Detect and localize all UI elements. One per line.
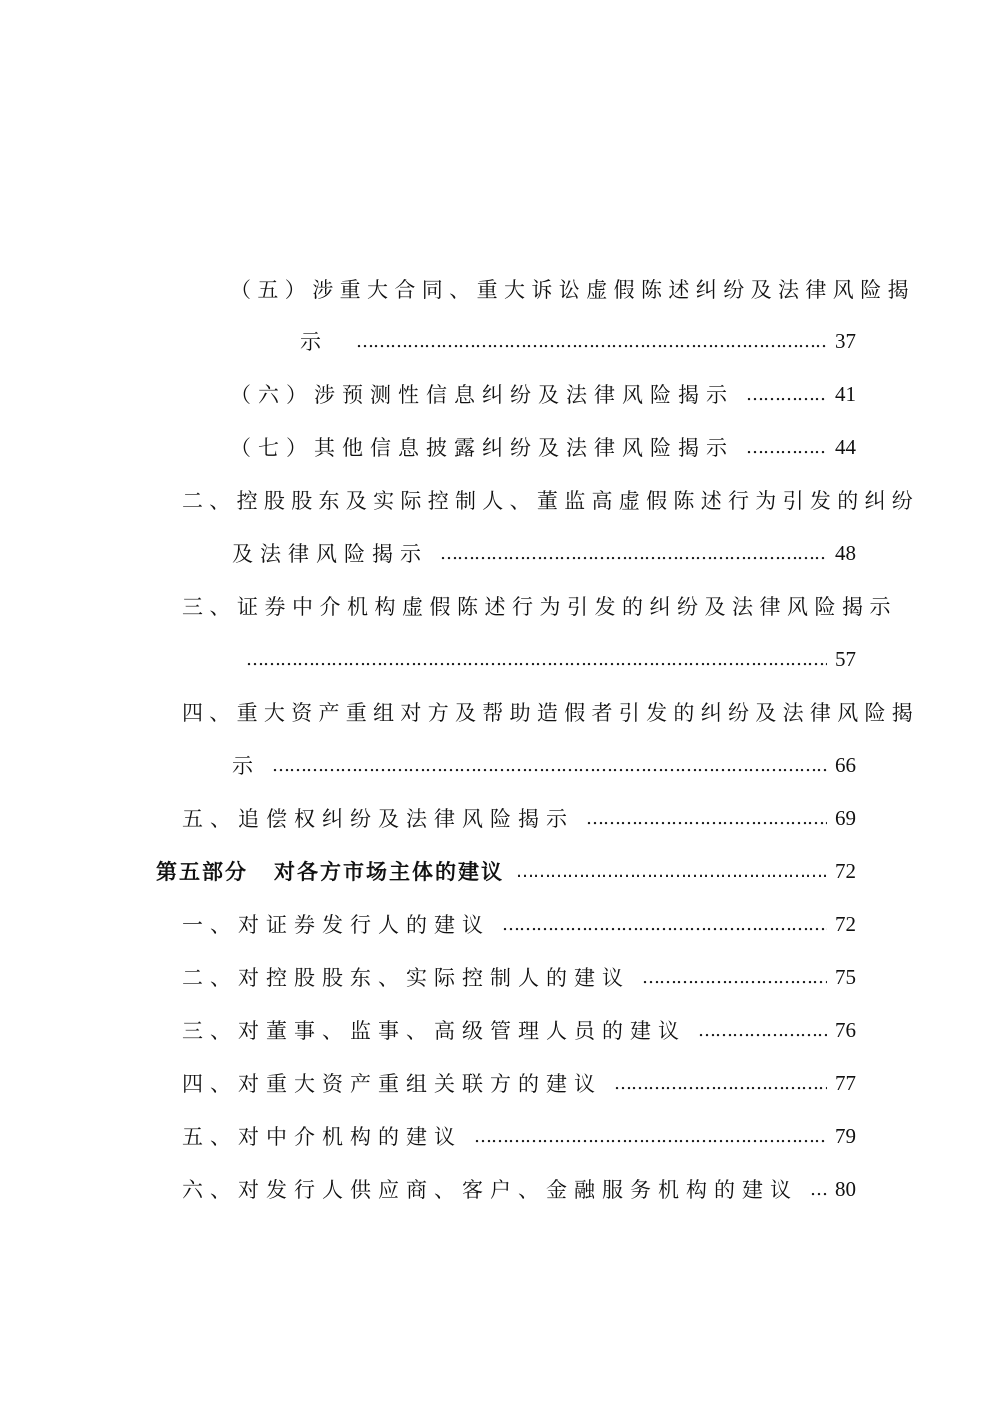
toc-entry-label: 二、控股股东及实际控制人、董监高虚假陈述行为引发的纠纷: [182, 489, 920, 513]
toc-page-number: 77: [835, 1070, 856, 1095]
toc-page-number: 76: [835, 1017, 856, 1042]
dot-leader: [516, 861, 827, 882]
toc-entry-label: 四、对重大资产重组关联方的建议: [182, 1072, 602, 1096]
toc-entry-label: 一、对证券发行人的建议: [182, 913, 490, 937]
dot-leader: [440, 543, 827, 564]
toc-section-4[interactable]: [182, 695, 920, 729]
toc-section-5[interactable]: [182, 801, 856, 835]
toc-section-4-cont[interactable]: [232, 748, 856, 782]
toc-page-number: 72: [835, 858, 856, 883]
toc-page-number: 72: [835, 911, 856, 936]
dot-leader: [642, 967, 827, 988]
toc-part-label: [156, 856, 504, 886]
toc-page-number: 57: [835, 646, 856, 671]
toc-page-number: 79: [835, 1123, 856, 1148]
toc-page-number: 80: [835, 1176, 856, 1201]
toc-advice-2[interactable]: [182, 960, 856, 994]
toc-part-number: 第五部分: [156, 860, 248, 884]
toc-advice-5[interactable]: [182, 1119, 856, 1153]
toc-section-3[interactable]: [182, 589, 897, 623]
toc-entry-label: 及法律风险揭示: [232, 542, 428, 566]
toc-advice-4[interactable]: [182, 1066, 856, 1100]
toc-section-2-cont[interactable]: [232, 536, 856, 570]
toc-entry-label: 三、证券中介机构虚假陈述行为引发的纠纷及法律风险揭示: [182, 595, 897, 619]
toc-entry-label: 示: [232, 754, 260, 778]
toc-entry-label: 五、对中介机构的建议: [182, 1125, 462, 1149]
toc-entry-label: （六）涉预测性信息纠纷及法律风险揭示: [230, 383, 734, 407]
dot-leader: [586, 808, 827, 829]
toc-page-number: 41: [835, 381, 856, 406]
toc-advice-6[interactable]: [182, 1172, 856, 1206]
toc-entry-label: （五）涉重大合同、重大诉讼虚假陈述纠纷及法律风险揭: [230, 278, 915, 302]
toc-entry-label: 三、对董事、监事、高级管理人员的建议: [182, 1019, 686, 1043]
dot-leader: [746, 437, 827, 458]
toc-page-number: 44: [835, 434, 856, 459]
dot-leader: [474, 1126, 827, 1147]
dot-leader: [746, 384, 827, 405]
toc-part-5[interactable]: [156, 854, 856, 888]
toc-entry-label: 四、重大资产重组对方及帮助造假者引发的纠纷及法律风险揭: [182, 701, 920, 725]
toc-page-number: 48: [835, 540, 856, 565]
toc-entry-label: （七）其他信息披露纠纷及法律风险揭示: [230, 436, 734, 460]
toc-advice-1[interactable]: [182, 907, 856, 941]
toc-advice-3[interactable]: [182, 1013, 856, 1047]
dot-leader: [614, 1073, 827, 1094]
dot-leader: [810, 1179, 827, 1200]
toc-entry-5-1[interactable]: [230, 272, 915, 306]
dot-leader: [698, 1020, 827, 1041]
toc-entry-label: 示: [300, 330, 328, 354]
toc-entry-6[interactable]: [230, 377, 856, 411]
toc-page-number: 66: [835, 752, 856, 777]
toc-section-2[interactable]: [182, 483, 920, 517]
dot-leader: [246, 649, 827, 670]
toc-section-3-cont[interactable]: [246, 642, 856, 676]
toc-entry-label: 六、对发行人供应商、客户、金融服务机构的建议: [182, 1178, 798, 1202]
toc-part-title: 对各方市场主体的建议: [274, 860, 504, 884]
dot-leader: [272, 755, 827, 776]
dot-leader: [502, 914, 827, 935]
toc-page-number: 75: [835, 964, 856, 989]
dot-leader: [356, 331, 827, 352]
toc-entry-label: 二、对控股股东、实际控制人的建议: [182, 966, 630, 990]
toc-entry-5-1-cont[interactable]: [300, 324, 856, 358]
toc-page-number: 37: [835, 328, 856, 353]
toc-entry-7[interactable]: [230, 430, 856, 464]
toc-entry-label: 五、追偿权纠纷及法律风险揭示: [182, 807, 574, 831]
toc-page-number: 69: [835, 805, 856, 830]
